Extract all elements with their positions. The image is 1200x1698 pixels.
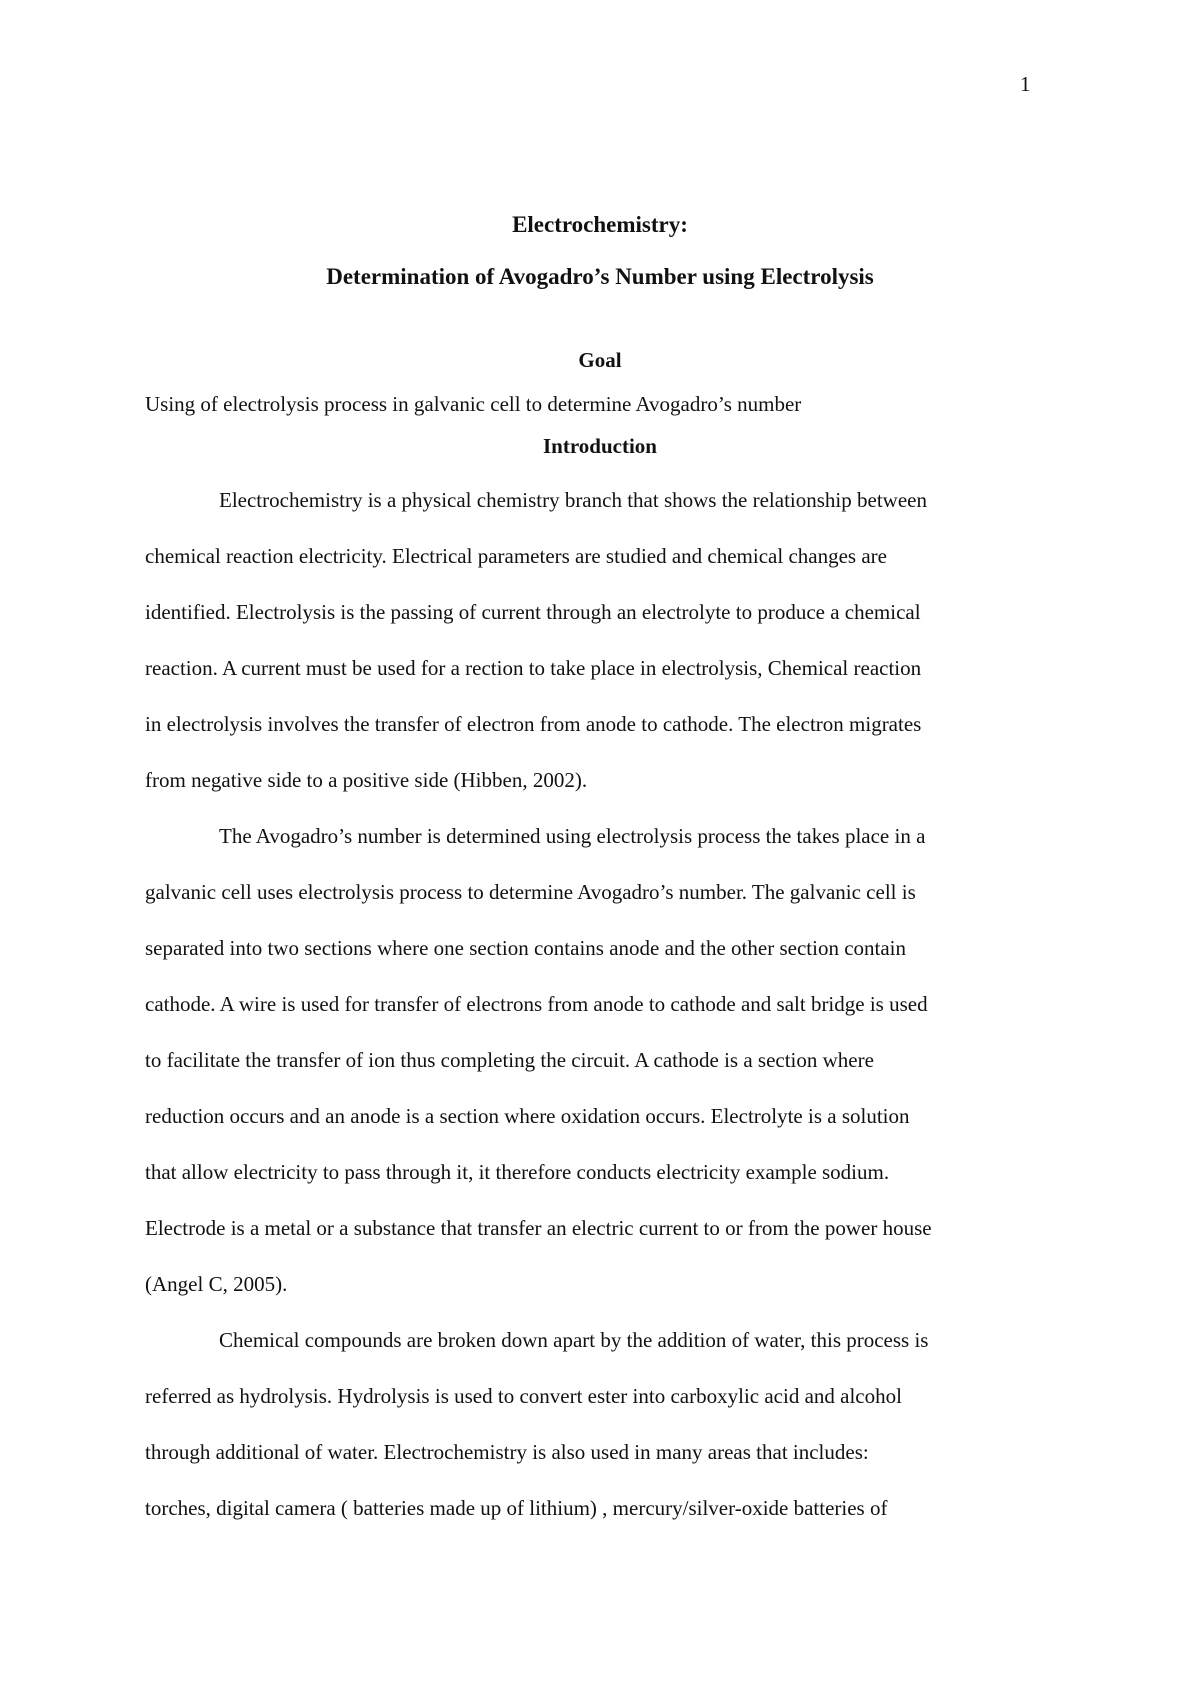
paragraph-line: from negative side to a positive side (Hibben, 2002). (145, 768, 588, 792)
paragraph-line: Electrode is a metal or a substance that transfer an electric current to or from the power house (145, 1216, 932, 1240)
introduction-body (145, 472, 1065, 1536)
paragraph-line: separated into two sections where one section contains anode and the other section contain (145, 936, 907, 960)
paragraph-line: (Angel C, 2005). (145, 1272, 288, 1296)
title-line-2: Determination of Avogadro’s Number using Electrolysis (326, 264, 874, 289)
paragraph-line: cathode. A wire is used for transfer of electrons from anode to cathode and salt bridge is used (145, 992, 928, 1016)
paragraph-line: The Avogadro’s number is determined using electrolysis process the takes place in a (219, 824, 926, 848)
paragraph-line: that allow electricity to pass through it, it therefore conducts electricity example sodium. (145, 1160, 890, 1184)
paragraph-line: chemical reaction electricity. Electrical parameters are studied and chemical changes are (145, 544, 887, 568)
paragraph-line: galvanic cell uses electrolysis process to determine Avogadro’s number. The galvanic cell is (145, 880, 916, 904)
paragraph-line: reduction occurs and an anode is a section where oxidation occurs. Electrolyte is a solution (145, 1104, 910, 1128)
paragraph-line: to facilitate the transfer of ion thus completing the circuit. A cathode is a section where (145, 1048, 874, 1072)
paragraph-line: Electrochemistry is a physical chemistry branch that shows the relationship between (219, 488, 927, 512)
paragraph-line: in electrolysis involves the transfer of electron from anode to cathode. The electron migrates (145, 712, 922, 736)
goal-text: Using of electrolysis process in galvanic cell to determine Avogadro’s number (145, 392, 802, 416)
paragraph-line: torches, digital camera ( batteries made up of lithium) , mercury/silver-oxide batteries of (145, 1496, 888, 1520)
paragraph-line: through additional of water. Electrochemistry is also used in many areas that includes: (145, 1440, 869, 1464)
introduction-heading: Introduction (543, 434, 657, 458)
title-line-1: Electrochemistry: (512, 212, 688, 237)
paragraph-line: reaction. A current must be used for a rection to take place in electrolysis, Chemical reaction (145, 656, 922, 680)
paragraph-line: referred as hydrolysis. Hydrolysis is used to convert ester into carboxylic acid and alcohol (145, 1384, 902, 1408)
paragraph-line: identified. Electrolysis is the passing of current through an electrolyte to produce a chemical (145, 600, 921, 624)
paragraph-line: Chemical compounds are broken down apart by the addition of water, this process is (219, 1328, 929, 1352)
page-number: 1 (1020, 72, 1031, 96)
goal-heading: Goal (578, 348, 622, 372)
